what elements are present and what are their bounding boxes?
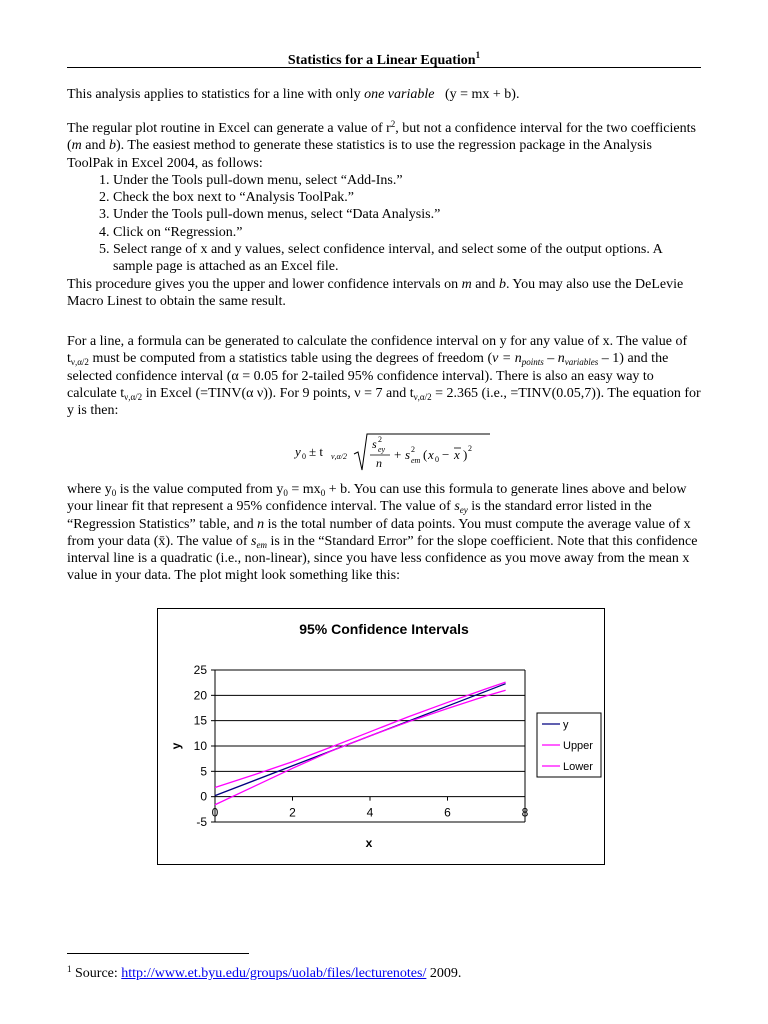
svg-text:0: 0 — [302, 452, 306, 461]
steps-list — [67, 172, 701, 276]
svg-text:s: s — [405, 447, 411, 462]
svg-text:+: + — [394, 447, 402, 462]
legend-label: Lower — [563, 761, 593, 773]
confidence-formula — [292, 432, 492, 472]
intro-paragraph: This analysis applies to statistics for a line with only one variable (y = mx + b). — [67, 87, 520, 102]
list-item: 2. Check the box next to “Analysis ToolPak.” — [113, 189, 701, 206]
svg-text:2: 2 — [411, 445, 415, 454]
y-axis-label: y — [169, 742, 183, 750]
svg-text:0: 0 — [435, 455, 439, 464]
series-line-lower — [215, 690, 506, 805]
svg-text:em: em — [411, 456, 421, 465]
svg-text:n: n — [376, 456, 382, 470]
explanation-paragraph: where $y_0$ is the value computed from $y_0 = mx_0 + b$. You can use this formula to generate lines above and below your linear fit that represent a 95% confidence interval. The value of $s_{ey}$ is the standard error listed in the “Regression Statistics” table, and n is the total number of data points. You must compute the average value of x from your data (x̄). The value of $s_{em}$ is in the “Standard Error” for the slope coefficient. Note that this confidence interval line is a quadratic (i.e., non-linear), since you have less confidence as you move away from the mean x value in your data. The plot might look something like this: — [67, 482, 698, 584]
list-item: 5. Select range of x and y values, select confidence interval, and select some of the output options. A sample page is attached as an Excel file. — [113, 241, 701, 276]
y-tick-label: 15 — [193, 713, 207, 728]
footnote-rule — [67, 953, 249, 954]
procedure-paragraph: This procedure gives you the upper and lower confidence intervals on m and b. You may also use the DeLevie Macro Linest to obtain the same result. — [67, 276, 684, 309]
list-item: 4. Click on “Regression.” — [113, 224, 701, 241]
legend-label: Upper — [563, 740, 593, 752]
svg-text:x: x — [428, 447, 434, 462]
y-tick-label: 0 — [200, 789, 207, 804]
svg-text:2: 2 — [468, 444, 472, 453]
chart-svg — [158, 609, 604, 864]
list-item: 3. Under the Tools pull-down menus, select “Data Analysis.” — [113, 206, 701, 223]
svg-text:(: ( — [423, 447, 428, 462]
title-rule — [67, 67, 701, 68]
excel-paragraph: The regular plot routine in Excel can generate a value of $r^2$, but not a confidence interval for the two coefficients (m and b). The easiest method to generate these statistics is to use the regression package in the Analysis ToolPak in Excel 2004, as follows: 1. Under the Tools pull-down menu, select “Add-Ins.” 2. Check the box next to “Analysis ToolPak.” 3. Under the Tools pull-down menus, select “Data Analysis.” 4. Click on “Regression.” 5. Select range of x and y values, select confidence interval, and select some of the output options. A sample page is attached as an Excel file. This procedure gives you the upper and lower confidence intervals on m and b. You may also use the DeLevie Macro Linest to obtain the same result. — [67, 120, 701, 310]
source-link[interactable]: http://www.et.byu.edu/groups/uolab/files/lecturenotes/ — [121, 966, 427, 981]
legend-label: y — [563, 719, 569, 731]
x-tick-label: 6 — [444, 805, 451, 820]
chart-legend — [537, 713, 601, 777]
confidence-chart — [157, 608, 605, 865]
y-tick-label: 20 — [193, 688, 207, 703]
y-tick-label: 10 — [193, 739, 207, 753]
chart-title: 95% Confidence Intervals — [299, 621, 469, 637]
svg-text:y: y — [295, 444, 301, 459]
x-tick-label: 2 — [289, 805, 296, 820]
svg-text:): ) — [463, 447, 468, 462]
x-axis-label: x — [365, 836, 373, 850]
formula-paragraph: For a line, a formula can be generated to calculate the confidence interval on y for any value of x. The value of $t_{\nu,\alpha/2}$ must be computed from a statistics table using the degrees of freedom $(\nu = n_{points} - n_{variables} - 1)$ and the selected confidence interval (α = 0.05 for 2-tailed 95% confidence interval). There is also an easy way to calculate $t_{\nu,\alpha/2}$ in Excel (=TINV(α ν)). For 9 points, ν = 7 and $t_{\nu,\alpha/2} = 2.365$ (i.e., =TINV(0.05,7)). The equation for y is then: — [67, 334, 701, 419]
y-tick-label: -5 — [196, 815, 207, 829]
y-tick-label: 5 — [200, 764, 207, 779]
svg-text:x: x — [454, 447, 460, 462]
page-title: Statistics for a Linear Equation$^1$ — [287, 50, 481, 68]
x-tick-label: 4 — [366, 805, 374, 820]
x-tick-label: 0 — [211, 805, 219, 820]
y-tick-label: 25 — [193, 663, 207, 677]
svg-text:ν,α/2: ν,α/2 — [331, 452, 347, 461]
svg-text:2: 2 — [378, 435, 382, 444]
svg-text:± t: ± t — [309, 444, 323, 459]
list-item: 1. Under the Tools pull-down menu, select “Add-Ins.” — [113, 172, 701, 189]
footnote: $^1$ Source: http://www.et.byu.edu/groups/uolab/files/lecturenotes/ 2009. — [67, 964, 462, 981]
svg-text:ey: ey — [378, 445, 386, 454]
x-tick-label: 8 — [521, 805, 529, 820]
svg-text:−: − — [442, 447, 450, 462]
svg-text:s: s — [372, 437, 377, 451]
title-footnote-marker: 1 — [475, 50, 481, 60]
